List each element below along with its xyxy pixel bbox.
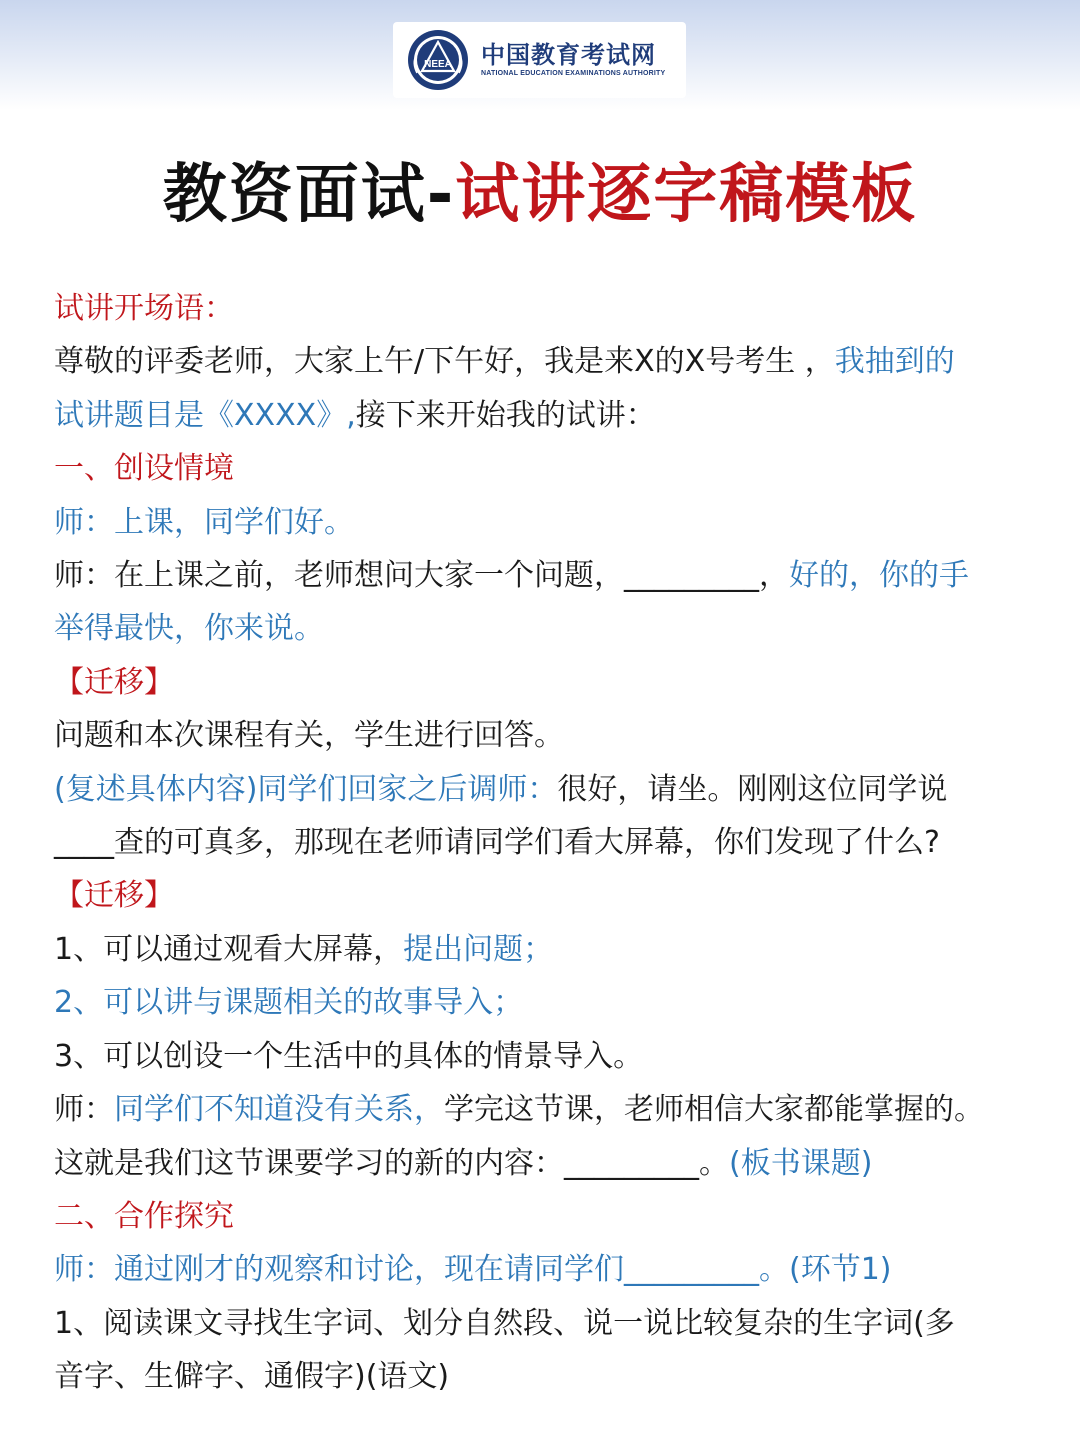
highlight-text: (复述具体内容)同学们回家之后调师： xyxy=(54,771,558,807)
text-line xyxy=(54,656,1044,709)
text-line xyxy=(54,389,1044,442)
body-text: 问题和本次课程有关，学生进行回答。 xyxy=(54,718,564,754)
text-line xyxy=(54,1243,1044,1296)
text-line xyxy=(54,1030,1044,1083)
text-line xyxy=(54,923,1044,976)
highlight-text: 师：上课，同学们好。 xyxy=(54,504,354,540)
text-line xyxy=(54,496,1044,549)
text-line xyxy=(54,442,1044,495)
body-text: 接下来开始我的试讲： xyxy=(355,397,656,433)
text-line xyxy=(54,816,1044,869)
text-line xyxy=(54,602,1044,655)
highlight-text: 师：通过刚才的观察和讨论，现在请同学们_________。(环节1) xyxy=(54,1252,892,1288)
section-heading: 一、创设情境 xyxy=(54,451,234,487)
site-logo[interactable] xyxy=(393,22,686,98)
text-line xyxy=(54,1190,1044,1243)
section-heading: 【迁移】 xyxy=(54,664,174,700)
body-text: ____查的可真多，那现在老师请同学们看大屏幕，你们发现了什么? xyxy=(54,825,940,861)
title-part-red: 试讲逐字稿模板 xyxy=(455,158,918,232)
text-line xyxy=(54,335,1044,388)
logo-english-name: NATIONAL EDUCATION EXAMINATIONS AUTHORITY xyxy=(481,70,666,77)
body-text: 1、可以通过观看大屏幕， xyxy=(54,931,404,967)
emblem-letters: NEEA xyxy=(424,59,452,70)
section-heading: 【迁移】 xyxy=(54,878,174,914)
body-text: 3、可以创设一个生活中的具体的情景导入。 xyxy=(54,1038,644,1074)
text-line xyxy=(54,869,1044,922)
text-line xyxy=(54,549,1044,602)
text-line xyxy=(54,282,1044,335)
text-line xyxy=(54,1083,1044,1136)
body-text: 师： xyxy=(54,1092,114,1128)
highlight-text: 同学们不知道没有关系， xyxy=(114,1092,444,1128)
body-text: 尊敬的评委老师，大家上午/下午好，我是来X的X号考生 ， xyxy=(54,344,835,380)
text-line xyxy=(54,709,1044,762)
body-text: 1、阅读课文寻找生字词、划分自然段、说一说比较复杂的生字词(多 xyxy=(54,1305,955,1341)
body-text: 学完这节课，老师相信大家都能掌握的。 xyxy=(444,1092,984,1128)
highlight-text: 好的，你的手 xyxy=(789,558,969,594)
script-body xyxy=(54,282,1044,1404)
body-text: 这就是我们这节课要学习的新的内容：_________。 xyxy=(54,1145,729,1181)
body-text: 音字、生僻字、通假字)(语文) xyxy=(54,1359,450,1395)
text-line xyxy=(54,976,1044,1029)
highlight-text: 2、可以讲与课题相关的故事导入； xyxy=(54,985,524,1021)
section-heading: 试讲开场语： xyxy=(54,291,234,326)
text-line xyxy=(54,763,1044,816)
highlight-text: 提出问题； xyxy=(403,931,554,967)
highlight-text: 试讲题目是《XXXX》, xyxy=(54,397,356,433)
text-line xyxy=(54,1297,1044,1350)
text-line xyxy=(54,1137,1044,1190)
body-text: 师：在上课之前，老师想问大家一个问题，_________， xyxy=(54,558,789,594)
neea-emblem-icon xyxy=(407,29,469,91)
logo-chinese-name: 中国教育考试网 xyxy=(481,41,656,69)
section-heading: 二、合作探究 xyxy=(54,1198,234,1234)
highlight-text: 举得最快，你来说。 xyxy=(54,611,324,647)
text-line xyxy=(54,1350,1044,1403)
page-title xyxy=(0,150,1080,240)
title-part-black: 教资面试- xyxy=(162,158,456,232)
highlight-text: 我抽到的 xyxy=(834,344,955,380)
highlight-text: (板书课题) xyxy=(729,1145,873,1181)
body-text: 很好，请坐。刚刚这位同学说 xyxy=(557,771,948,807)
